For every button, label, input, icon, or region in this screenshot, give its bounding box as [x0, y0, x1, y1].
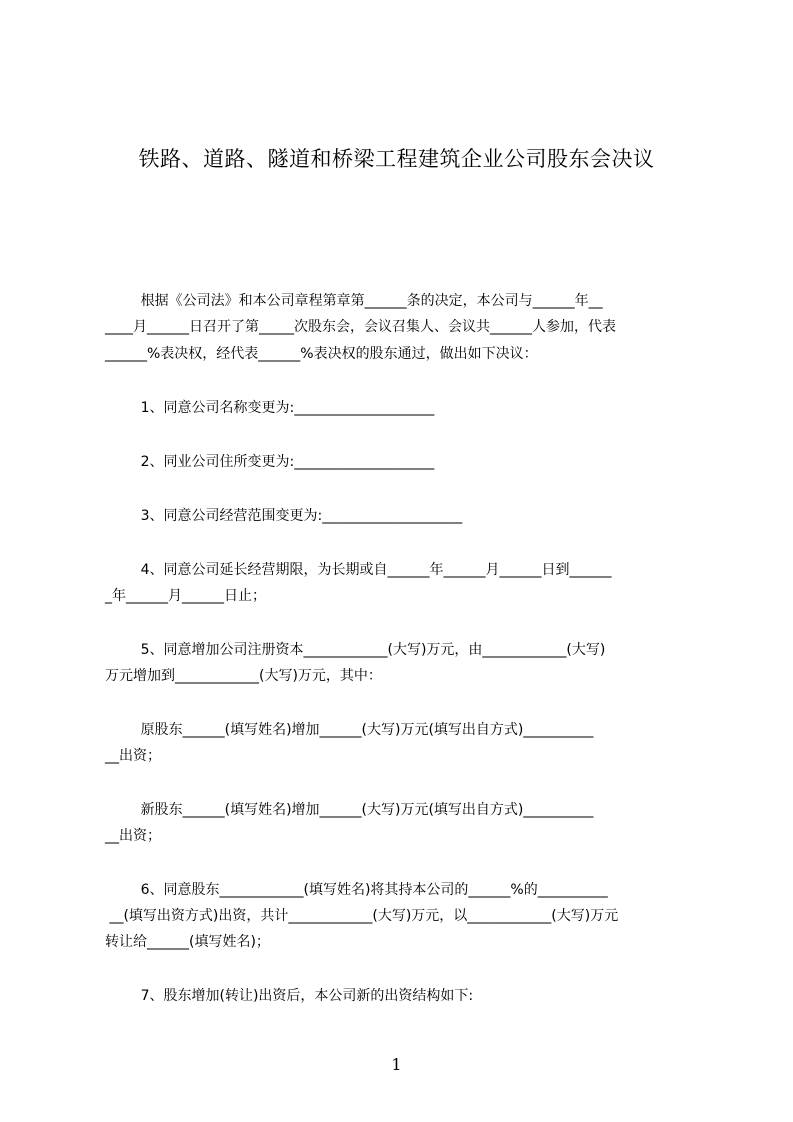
item-5-line-1: 5、同意增加公司注册资本____________(大写)万元，由____________(大写) [105, 642, 606, 658]
item-2: 2、同业公司住所变更为:____________________ [105, 454, 435, 470]
item-4-line-1: 4、同意公司延长经营期限，为长期或自______年______月______日到______ [105, 562, 612, 578]
page-title: 铁路、道路、隧道和桥梁工程建筑企业公司股东会决议 [138, 147, 655, 171]
item-1: 1、同意公司名称变更为:____________________ [105, 400, 435, 416]
new-shareholder-line-2: __出资； [105, 828, 161, 844]
item-5-line-2: 万元增加到____________(大写)万元，其中： [105, 668, 382, 684]
intro-line-1: 根据《公司法》和本公司章程第章第______条的决定，本公司与______年__ [105, 293, 603, 309]
item-4-line-2: _年______月______日止； [105, 588, 266, 604]
new-shareholder-line-1: 新股东______(填写姓名)增加______(大写)万元(填写出自方式)__________ [105, 802, 594, 818]
old-shareholder-line-2: __出资； [105, 748, 161, 764]
intro-line-3: ______%表决权，经代表______%表决权的股东通过，做出如下决议： [105, 346, 538, 362]
item-6-line-3: 转让给______(填写姓名)； [105, 934, 270, 950]
intro-line-2: ____月______日召开了第_____次股东会，会议召集人、会议共______人参加，代表 [105, 319, 616, 335]
old-shareholder-line-1: 原股东______(填写姓名)增加______(大写)万元(填写出自方式)__________ [105, 722, 594, 738]
item-6-line-1: 6、同意股东____________(填写姓名)将其持本公司的______%的__________ [105, 882, 608, 898]
item-6-line-2: __(填写出资方式)出资，共计____________(大写)万元，以____________(大写)万元 [105, 908, 619, 924]
page-number: 1 [391, 1055, 402, 1074]
item-7: 7、股东增加(转让)出资后，本公司新的出资结构如下: [105, 988, 474, 1004]
item-3: 3、同意公司经营范围变更为:____________________ [105, 508, 463, 524]
